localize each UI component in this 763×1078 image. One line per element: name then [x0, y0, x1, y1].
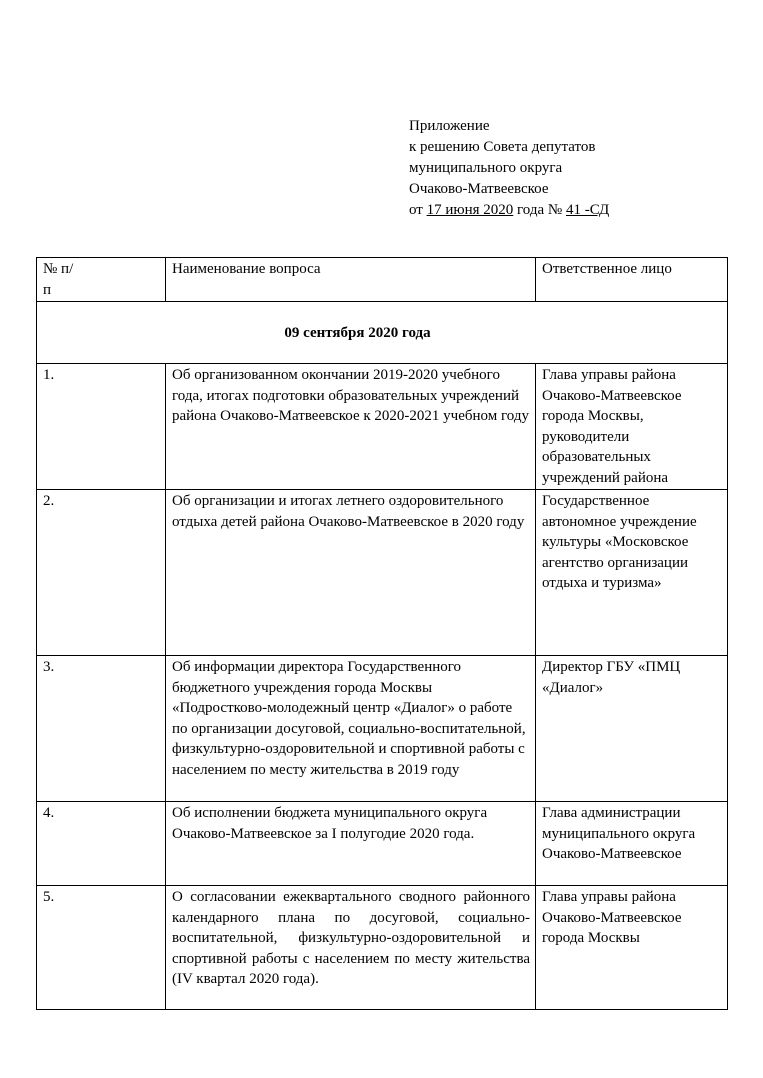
appendix-line-1: Приложение — [409, 118, 490, 134]
decision-number: 41 -СД — [565, 202, 610, 218]
appendix-line-4: Очаково-Матвеевское — [409, 181, 549, 197]
table-row — [37, 364, 728, 490]
table-header-row — [37, 258, 728, 302]
appendix-line-2: к решению Совета депутатов — [409, 139, 596, 155]
row-question: Об организованном окончании 2019-2020 учебного года, итогах подготовки образовательных учреждений района Очаково-Матвеевское к 2020-2021 учебном году — [166, 364, 536, 490]
row-responsible: Государственное автономное учреждение культуры «Московское агентство организации отдыха и туризма» — [536, 490, 728, 656]
section-date: 09 сентября 2020 года — [284, 325, 431, 341]
row-question: О согласовании ежеквартального сводного районного календарного плана по досуговой, социально-воспитательной, физкультурно-оздоровительной и спортивной работы с населением по месту жительства (IV квартал 2020 года). — [166, 886, 536, 1010]
table-row — [37, 802, 728, 886]
row-num: 4. — [37, 802, 166, 886]
date-prefix: от — [409, 202, 427, 218]
row-question: Об исполнении бюджета муниципального округа Очаково-Матвеевское за I полугодие 2020 года. — [166, 802, 536, 886]
appendix-header — [409, 116, 609, 221]
row-responsible: Глава администрации муниципального округа Очаково-Матвеевское — [536, 802, 728, 886]
section-row — [37, 302, 728, 364]
appendix-line-3: муниципального округа — [409, 160, 563, 176]
table-row — [37, 886, 728, 1010]
header-question: Наименование вопроса — [166, 258, 536, 302]
header-responsible: Ответственное лицо — [536, 258, 728, 302]
row-responsible: Директор ГБУ «ПМЦ «Диалог» — [536, 656, 728, 802]
appendix-date-line — [409, 200, 609, 221]
row-question: Об информации директора Государственного бюджетного учреждения города Москвы «Подростково-молодежный центр «Диалог» о работе по организации досуговой, социально-воспитательной, физкультурно-оздоровительной и спортивной работы с населением по месту жительства в 2019 году — [166, 656, 536, 802]
header-num: № п/п — [37, 258, 166, 302]
table-row — [37, 490, 728, 656]
row-num: 1. — [37, 364, 166, 490]
row-num: 5. — [37, 886, 166, 1010]
table-row — [37, 656, 728, 802]
date-mid: года № — [513, 202, 566, 218]
decision-date: 17 июня 2020 — [426, 202, 514, 218]
agenda-table — [36, 257, 728, 1010]
section-date-cell — [37, 302, 728, 364]
row-num: 2. — [37, 490, 166, 656]
row-responsible: Глава управы района Очаково-Матвеевское города Москвы, руководители образовательных учреждений района — [536, 364, 728, 490]
row-responsible: Глава управы района Очаково-Матвеевское города Москвы — [536, 886, 728, 1010]
row-question: Об организации и итогах летнего оздоровительного отдыха детей района Очаково-Матвеевское в 2020 году — [166, 490, 536, 656]
row-num: 3. — [37, 656, 166, 802]
